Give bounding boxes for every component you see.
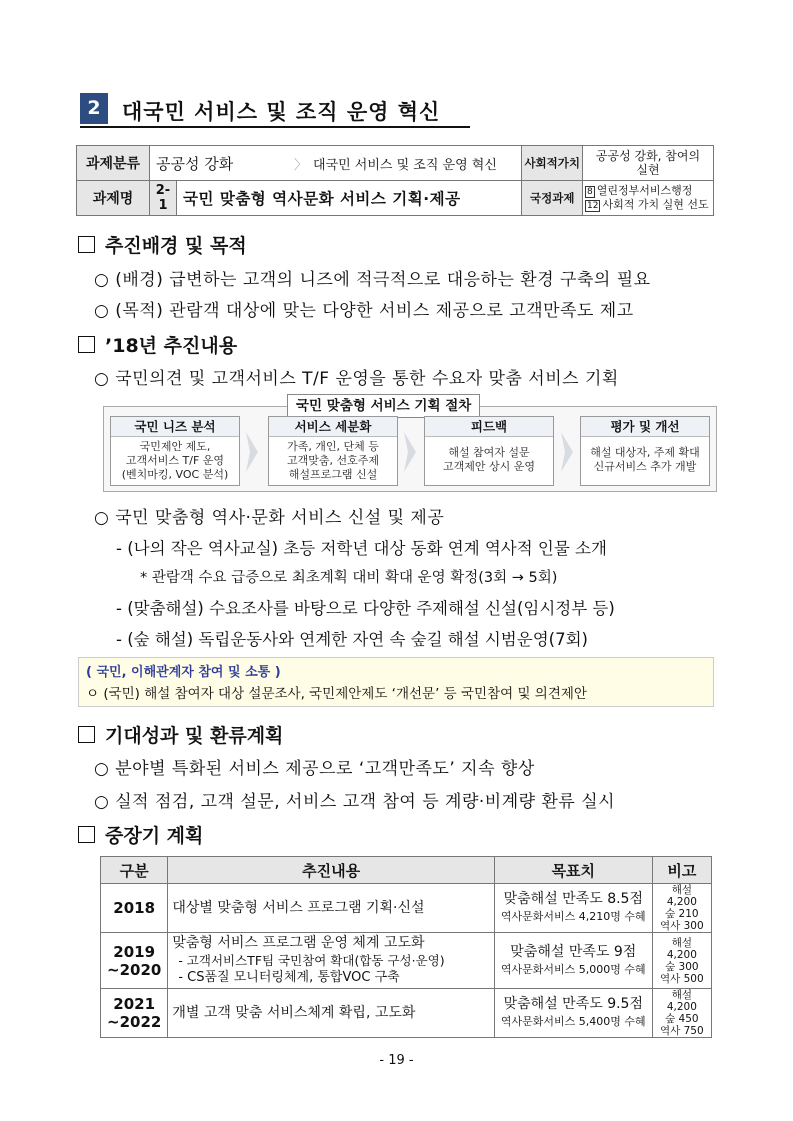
year-end: ~2020 — [107, 960, 162, 979]
content-cell — [168, 933, 495, 989]
section-number: 2 — [80, 93, 108, 124]
note-line: 해설 4,200 — [666, 884, 697, 908]
year-cell — [101, 989, 168, 1038]
goal-primary: 맞춤해설 만족도 8.5점 — [503, 891, 643, 907]
note-line: 숲 210 — [665, 908, 699, 920]
note-cell — [652, 989, 711, 1038]
content-line: 대상별 맞춤형 서비스 프로그램 기획·신설 — [172, 899, 425, 916]
progress-item-2: ○ 국민 맞춤형 역사·문화 서비스 신설 및 제공 — [94, 508, 445, 528]
procedure-step — [424, 416, 554, 486]
content-line: 개별 고객 맞춤 서비스체계 확립, 고도화 — [172, 1004, 416, 1021]
procedure-title: 국민 맞춤형 서비스 기획 절차 — [287, 394, 480, 418]
step-title: 서비스 세분화 — [269, 417, 397, 437]
table-row — [101, 884, 712, 933]
content-line: 맞춤형 서비스 프로그램 운영 체계 고도화 — [172, 935, 425, 951]
step-line: 고객맞춤, 선호주제 — [286, 454, 379, 467]
step-text — [581, 437, 709, 474]
subcategory — [269, 146, 522, 181]
step-line: (벤치마킹, VOC 분석) — [121, 468, 229, 481]
outcome-heading — [78, 721, 283, 748]
note-line: 역사 300 — [660, 920, 704, 932]
year-start: 2019 — [113, 942, 156, 961]
step-line: 해설 참여자 설문 — [448, 446, 530, 459]
year-start: 2018 — [113, 899, 156, 917]
progress-heading — [78, 331, 237, 358]
step-text — [269, 437, 397, 482]
year-start: 2021 — [113, 995, 156, 1013]
column-header: 목표치 — [494, 857, 652, 884]
content-cell — [168, 989, 495, 1038]
national-label: 국정과제 — [522, 181, 583, 216]
step-line: 해설 대상자, 주제 확대 — [590, 446, 700, 459]
goal-primary: 맞춤해설 만족도 9.5점 — [503, 996, 643, 1012]
task-name: 국민 맞춤형 역사문화 서비스 기획·제공 — [177, 181, 522, 216]
national-item — [585, 184, 711, 198]
social-value-text: 공공성 강화, 참여의 실현 — [595, 149, 701, 177]
note-line: 해설 4,200 — [666, 989, 697, 1013]
section-underline — [80, 126, 470, 128]
progress-sub-1-note: * 관람객 수요 급증으로 최초계획 대비 확대 운영 확정(3회 → 5회) — [140, 570, 558, 586]
national-item-text: 사회적 가치 실현 선도 — [602, 198, 709, 211]
content-cell — [168, 884, 495, 933]
procedure-step — [268, 416, 398, 486]
participation-text: ㅇ (국민) 해설 참여자 대상 설문조사, 국민제안제도 ‘개선문’ 등 국민참여 및 의견제안 — [86, 686, 587, 702]
task-table — [76, 145, 714, 216]
participation-title: ( 국민, 이해관계자 참여 및 소통 ) — [86, 665, 281, 680]
note-line: 역사 750 — [660, 1025, 704, 1037]
note-cell — [652, 884, 711, 933]
background-heading-text: 추진배경 및 목적 — [105, 235, 247, 257]
outcome-item: ○ 분야별 특화된 서비스 제공으로 ‘고객만족도’ 지속 향상 — [94, 759, 535, 779]
checkbox-square-icon — [78, 236, 95, 253]
plan-heading — [78, 821, 203, 848]
social-value-label: 사회적가치 — [522, 146, 583, 181]
progress-sub-1: - (나의 작은 역사교실) 초등 저학년 대상 동화 연계 역사적 인물 소개 — [116, 539, 607, 558]
goal-secondary: 역사문화서비스 5,400명 수혜 — [500, 1015, 646, 1028]
step-title: 평가 및 개선 — [581, 417, 709, 437]
goal-cell — [494, 989, 652, 1038]
step-title: 피드백 — [425, 417, 553, 437]
step-title: 국민 니즈 분석 — [111, 417, 239, 437]
procedure-step — [110, 416, 240, 486]
goal-secondary: 역사문화서비스 5,000명 수혜 — [500, 962, 646, 976]
step-line: 해설프로그램 신설 — [288, 468, 378, 481]
background-item: ○ (배경) 급변하는 고객의 니즈에 적극적으로 대응하는 환경 구축의 필요 — [94, 270, 651, 290]
step-line: 국민제안 제도, — [139, 440, 211, 453]
chevron-right-icon — [404, 432, 416, 472]
year-cell — [101, 884, 168, 933]
progress-sub-3: - (숲 해설) 독립운동사와 연계한 자연 속 숲길 해설 시범운영(7회) — [116, 630, 588, 649]
background-heading — [78, 231, 247, 258]
note-line: 숲 300 — [665, 960, 699, 973]
name-label: 과제명 — [77, 181, 150, 216]
name-code: 2-1 — [150, 181, 177, 216]
step-line: 고객서비스 T/F 운영 — [125, 454, 225, 467]
national-item — [585, 198, 711, 212]
note-cell — [652, 933, 711, 989]
chevron-right-icon — [561, 432, 573, 472]
content-line: - CS품질 모니터링체계, 통합VOC 구축 — [178, 970, 400, 985]
plan-heading-text: 중장기 계획 — [105, 825, 204, 847]
national-item-num: 12 — [587, 201, 599, 211]
step-line: 가족, 개인, 단체 등 — [287, 440, 379, 453]
progress-item-1: ○ 국민의견 및 고객서비스 T/F 운영을 통한 수요자 맞춤 서비스 기획 — [94, 369, 619, 389]
step-text — [111, 437, 239, 482]
step-line: 고객제안 상시 운영 — [442, 460, 535, 473]
category-value: 공공성 강화 — [150, 146, 270, 181]
table-header-row — [101, 857, 712, 884]
goal-cell — [494, 933, 652, 989]
plan-table — [100, 856, 712, 1038]
year-end: ~2022 — [107, 1013, 162, 1031]
note-line: 해설 4,200 — [666, 936, 697, 961]
section-title: 대국민 서비스 및 조직 운영 혁신 — [122, 100, 441, 124]
social-value — [583, 146, 714, 181]
year-cell — [101, 933, 168, 989]
purpose-item: ○ (목적) 관람객 대상에 맞는 다양한 서비스 제공으로 고객만족도 제고 — [94, 301, 634, 321]
column-header: 비고 — [652, 857, 711, 884]
note-line: 역사 500 — [660, 972, 704, 985]
outcome-heading-text: 기대성과 및 환류계획 — [105, 725, 284, 747]
national-item-num: 8 — [587, 187, 593, 197]
progress-heading-text: ’18년 추진내용 — [105, 335, 238, 357]
table-row — [101, 933, 712, 989]
category-label: 과제분류 — [77, 146, 150, 181]
checkbox-square-icon — [78, 826, 95, 843]
chevron-right-icon: 〉 — [293, 157, 307, 173]
subcategory-text: 대국민 서비스 및 조직 운영 혁신 — [313, 157, 497, 173]
page-number: - 19 - — [379, 1053, 414, 1068]
column-header: 추진내용 — [168, 857, 495, 884]
step-line: 신규서비스 추가 개발 — [593, 460, 697, 473]
goal-primary: 맞춤해설 만족도 9점 — [510, 943, 637, 960]
column-header: 구분 — [101, 857, 168, 884]
national-items — [583, 181, 714, 216]
outcome-item: ○ 실적 점검, 고객 설문, 서비스 고객 참여 등 계량·비계량 환류 실시 — [94, 792, 616, 812]
checkbox-square-icon — [78, 336, 95, 353]
goal-secondary: 역사문화서비스 4,210명 수혜 — [500, 910, 646, 923]
content-line: - 고객서비스TF팀 국민참여 확대(합동 구성·운영) — [178, 953, 445, 968]
note-line: 숲 450 — [665, 1013, 699, 1025]
national-item-text: 열린정부서비스행정 — [596, 184, 693, 197]
checkbox-square-icon — [78, 726, 95, 743]
chevron-right-icon — [246, 432, 258, 472]
procedure-step — [580, 416, 710, 486]
step-text — [425, 437, 553, 474]
goal-cell — [494, 884, 652, 933]
table-row — [101, 989, 712, 1038]
progress-sub-2: - (맞춤해설) 수요조사를 바탕으로 다양한 주제해설 신설(임시정부 등) — [116, 599, 615, 618]
